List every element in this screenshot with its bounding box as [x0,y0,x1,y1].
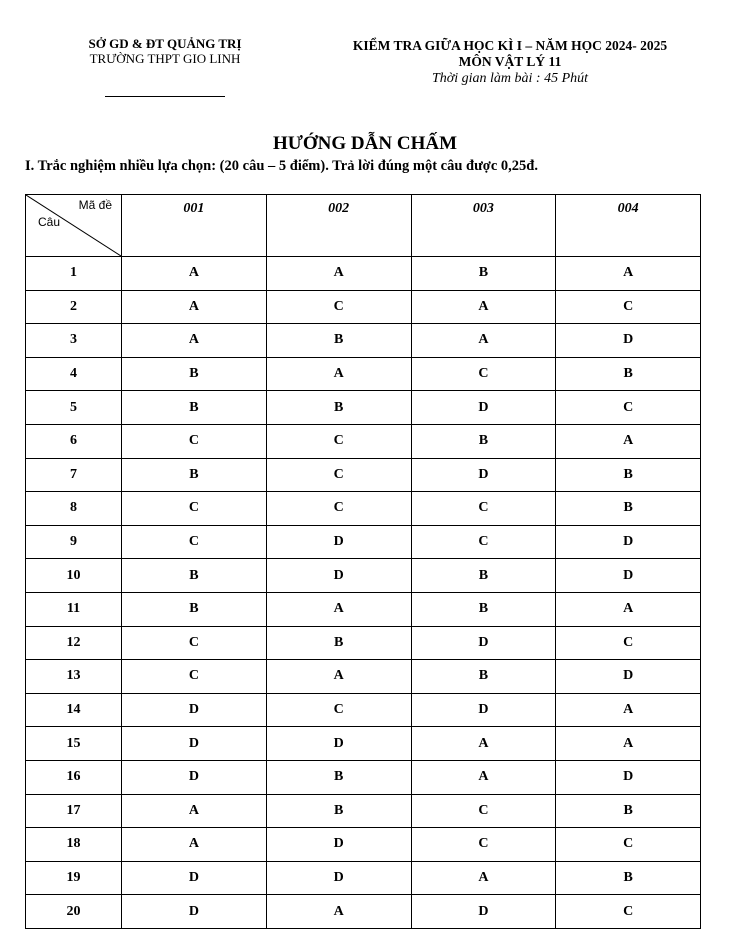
answer-cell: D [266,727,411,761]
question-number: 3 [26,324,122,358]
answer-cell: C [556,828,701,862]
answer-cell: B [122,458,267,492]
answer-cell: B [266,760,411,794]
answer-cell: D [556,559,701,593]
code-header: 003 [411,195,556,257]
answer-cell: B [266,794,411,828]
question-number: 10 [26,559,122,593]
answer-cell: C [411,357,556,391]
answer-cell: D [122,895,267,929]
answer-key-table [25,194,701,929]
school-name: TRƯỜNG THPT GIO LINH [89,51,241,66]
table-row [26,290,701,324]
answer-cell: B [411,257,556,291]
table-row [26,861,701,895]
answer-cell: D [556,660,701,694]
answer-cell: A [411,290,556,324]
table-row [26,458,701,492]
answer-cell: D [122,861,267,895]
answer-cell: A [556,727,701,761]
question-number: 17 [26,794,122,828]
answer-cell: D [411,626,556,660]
table-row [26,693,701,727]
corner-label-code: Mã đề [78,198,112,212]
table-row [26,760,701,794]
question-number: 14 [26,693,122,727]
answer-cell: C [266,693,411,727]
answer-cell: C [556,290,701,324]
answer-cell: B [556,458,701,492]
answer-cell: C [556,391,701,425]
page-title: HƯỚNG DẪN CHẤM [273,133,457,154]
table-row [26,257,701,291]
answer-cell: C [411,525,556,559]
table-row [26,794,701,828]
answer-cell: C [266,290,411,324]
answer-cell: B [411,424,556,458]
answer-cell: A [122,257,267,291]
answer-cell: C [411,794,556,828]
answer-cell: A [122,290,267,324]
subject-title: MÔN VẬT LÝ 11 [458,54,562,69]
question-number: 7 [26,458,122,492]
question-number: 6 [26,424,122,458]
answer-cell: B [266,324,411,358]
answer-cell: B [122,357,267,391]
answer-cell: D [266,559,411,593]
answer-cell: A [411,760,556,794]
code-header: 002 [266,195,411,257]
question-number: 16 [26,760,122,794]
answer-cell: D [556,324,701,358]
answer-cell: B [411,660,556,694]
answer-cell: D [266,828,411,862]
answer-cell: C [122,525,267,559]
answer-cell: A [122,324,267,358]
question-number: 9 [26,525,122,559]
answer-cell: C [556,626,701,660]
answer-cell: B [556,357,701,391]
answer-cell: D [556,760,701,794]
question-number: 13 [26,660,122,694]
answer-cell: A [556,693,701,727]
table-row [26,492,701,526]
question-number: 15 [26,727,122,761]
question-number: 19 [26,861,122,895]
table-row [26,828,701,862]
table-row [26,525,701,559]
answer-cell: B [411,592,556,626]
answer-cell: A [122,794,267,828]
answer-cell: A [556,257,701,291]
table-row [26,660,701,694]
answer-cell: A [556,424,701,458]
code-header: 004 [556,195,701,257]
corner-cell [26,195,122,257]
answer-cell: C [411,828,556,862]
divider [105,96,225,97]
answer-cell: C [122,660,267,694]
answer-cell: B [556,861,701,895]
answer-cell: B [122,559,267,593]
table-row [26,424,701,458]
answer-cell: A [556,592,701,626]
answer-cell: B [556,492,701,526]
answer-cell: C [411,492,556,526]
answer-cell: C [266,458,411,492]
table-row [26,895,701,929]
code-header: 001 [122,195,267,257]
answer-cell: B [266,391,411,425]
question-number: 4 [26,357,122,391]
corner-label-question: Câu [38,215,61,229]
table-row [26,626,701,660]
answer-cell: D [122,727,267,761]
table-row [26,324,701,358]
answer-cell: D [411,693,556,727]
section-heading: I. Trắc nghiệm nhiều lựa chọn: (20 câu – 5 điểm). Trả lời đúng một câu được 0,25đ. [25,158,538,174]
answer-cell: A [411,324,556,358]
answer-cell: B [122,592,267,626]
answer-cell: D [411,458,556,492]
answer-cell: B [122,391,267,425]
duration-text: Thời gian làm bài : 45 Phút [431,71,589,86]
answer-cell: D [556,525,701,559]
answer-cell: C [556,895,701,929]
header-right [310,38,710,87]
answer-cell: D [411,391,556,425]
question-number: 8 [26,492,122,526]
answer-cell: A [266,257,411,291]
answer-cell: C [122,424,267,458]
question-number: 11 [26,592,122,626]
answer-cell: D [411,895,556,929]
answer-cell: A [411,727,556,761]
question-number: 18 [26,828,122,862]
table-row [26,391,701,425]
answer-cell: A [411,861,556,895]
table-row [26,592,701,626]
table-row [26,559,701,593]
header-left [60,36,270,97]
table-row [26,727,701,761]
table-row [26,357,701,391]
answer-cell: A [266,357,411,391]
question-number: 20 [26,895,122,929]
answer-cell: D [122,760,267,794]
org-name: SỞ GD & ĐT QUẢNG TRỊ [88,36,242,51]
answer-cell: A [266,592,411,626]
question-number: 1 [26,257,122,291]
answer-cell: C [122,492,267,526]
answer-cell: C [266,424,411,458]
answer-cell: D [266,861,411,895]
answer-cell: C [266,492,411,526]
table-header-row [26,195,701,257]
answer-cell: B [556,794,701,828]
answer-cell: A [266,660,411,694]
exam-title: KIỂM TRA GIỮA HỌC KÌ I – NĂM HỌC 2024- 2025 [352,38,668,53]
answer-cell: C [122,626,267,660]
answer-cell: D [266,525,411,559]
question-number: 5 [26,391,122,425]
question-number: 12 [26,626,122,660]
answer-cell: B [411,559,556,593]
answer-cell: D [122,693,267,727]
answer-cell: A [266,895,411,929]
question-number: 2 [26,290,122,324]
answer-cell: B [266,626,411,660]
answer-cell: A [122,828,267,862]
